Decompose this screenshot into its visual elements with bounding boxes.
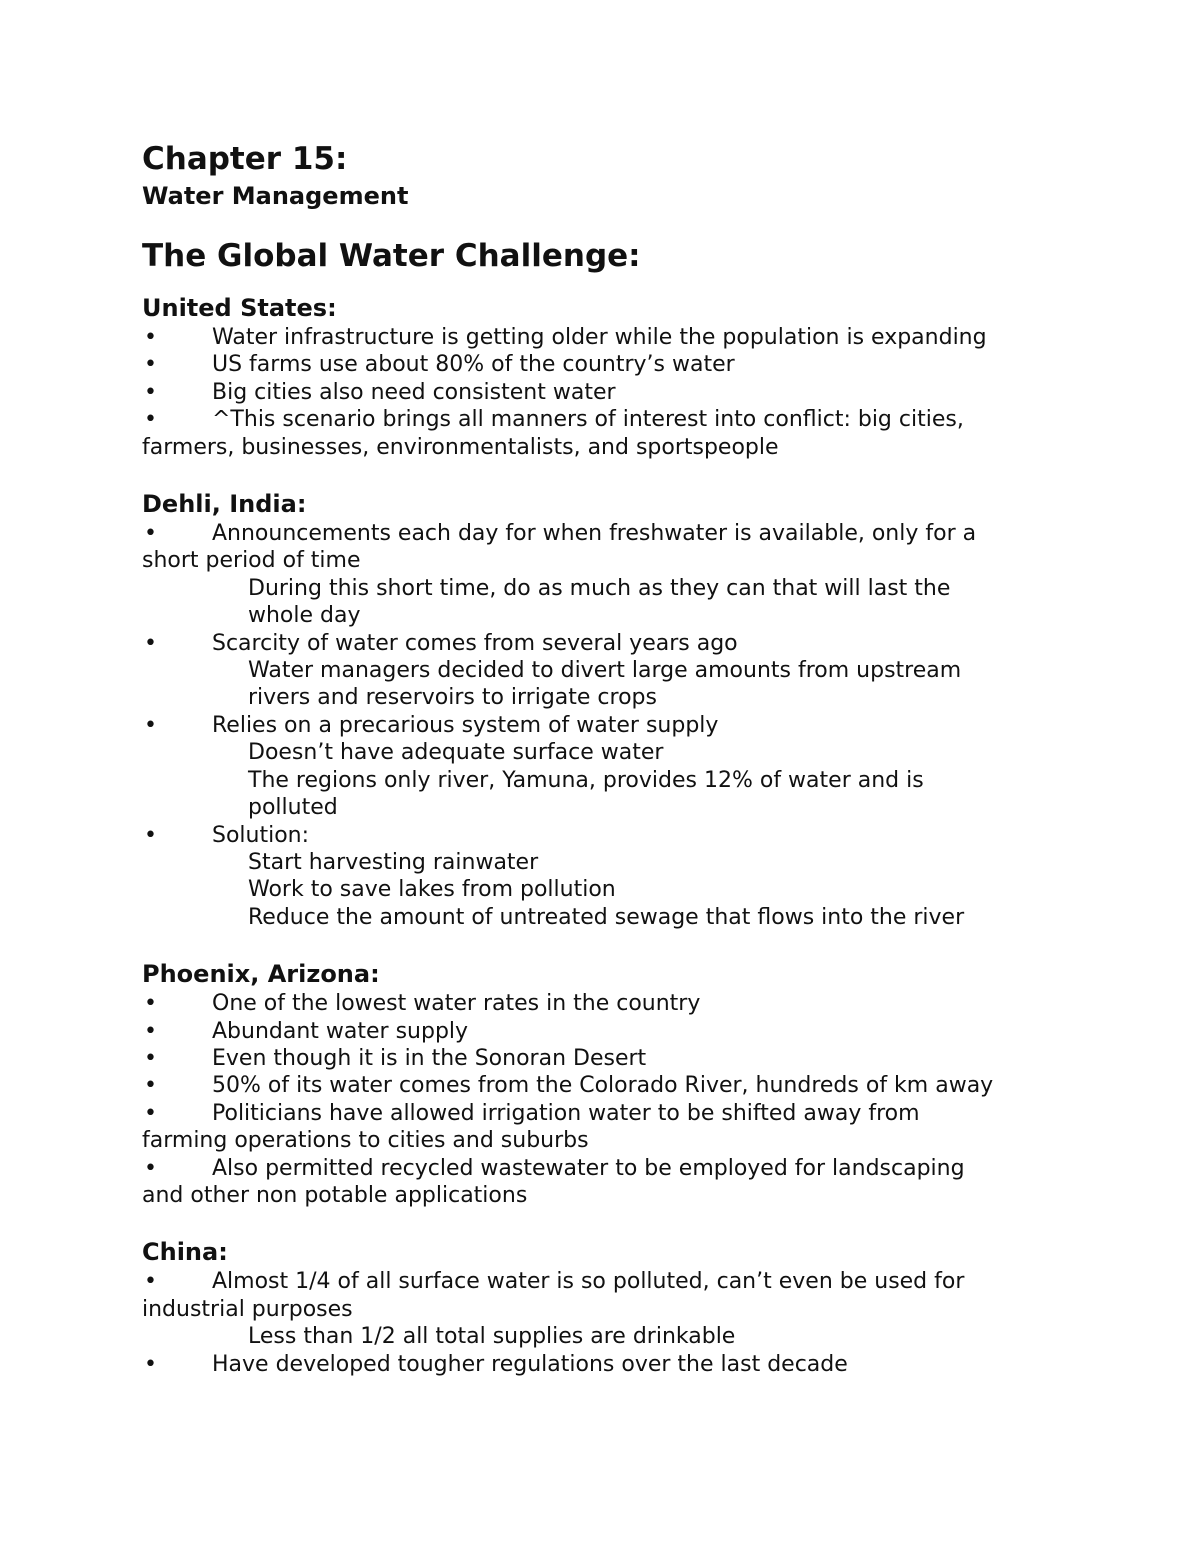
chapter-title: Chapter 15: (142, 141, 348, 177)
main-heading: The Global Water Challenge: (142, 238, 641, 274)
list-item (142, 1045, 1062, 1072)
bullet-icon: • (144, 991, 157, 1017)
list-item-text: Abundant water supply (212, 1018, 469, 1044)
list-item-text: Have developed tougher regulations over the last decade (212, 1351, 848, 1377)
list-item (142, 351, 1062, 378)
list-item-text: Big cities also need consistent water (212, 379, 616, 405)
sub-item: Water managers decided to divert large amounts from upstream (248, 658, 962, 684)
list-item (142, 1100, 1062, 1155)
bullet-icon: • (144, 1351, 157, 1377)
list-item-text: Announcements each day for when freshwater is available, only for a (212, 521, 977, 547)
list-item (142, 406, 1062, 461)
list-item-text: Even though it is in the Sonoran Desert (212, 1045, 647, 1071)
list-item (142, 1018, 1062, 1045)
bullet-icon: • (144, 379, 157, 405)
sub-item: whole day (248, 603, 361, 629)
bullet-icon: • (144, 1018, 157, 1044)
bullet-icon: • (144, 822, 157, 848)
bullet-icon: • (144, 630, 157, 656)
section-phoenix-arizona (142, 958, 1062, 1209)
list-item (142, 1155, 1062, 1210)
section-heading: China: (142, 1238, 228, 1267)
chapter-subtitle: Water Management (142, 182, 409, 210)
list-item-continuation: and other non potable applications (142, 1182, 528, 1208)
bullet-icon: • (144, 1100, 157, 1126)
list-item (142, 379, 1062, 406)
sub-item: rivers and reservoirs to irrigate crops (248, 685, 657, 711)
list-item-text: US farms use about 80% of the country’s water (212, 352, 735, 378)
sub-item: The regions only river, Yamuna, provides 12% of water and is (248, 767, 924, 793)
section-dehli-india (142, 488, 1062, 931)
list-item (142, 712, 1062, 822)
bullet-icon: • (144, 1045, 157, 1071)
list-item-continuation: industrial purposes (142, 1296, 353, 1322)
list-item-continuation: farming operations to cities and suburbs (142, 1128, 589, 1154)
section-china (142, 1236, 1062, 1378)
list-item-continuation: short period of time (142, 548, 361, 574)
list-item-text: Scarcity of water comes from several years ago (212, 630, 738, 656)
list-item-continuation: farmers, businesses, environmentalists, and sportspeople (142, 434, 779, 460)
list-item (142, 630, 1062, 712)
list-item-text: 50% of its water comes from the Colorado River, hundreds of km away (212, 1073, 994, 1099)
list-item (142, 822, 1062, 932)
list-item (142, 990, 1062, 1017)
list-item (142, 1268, 1062, 1350)
section-united-states (142, 292, 1062, 461)
bullet-icon: • (144, 1073, 157, 1099)
list-item-text: Solution: (212, 822, 310, 848)
list-item-text: Also permitted recycled wastewater to be employed for landscaping (212, 1155, 965, 1181)
bullet-icon: • (144, 352, 157, 378)
sub-item: Reduce the amount of untreated sewage that flows into the river (248, 904, 965, 930)
sub-item: polluted (248, 795, 338, 821)
section-heading: Phoenix, Arizona: (142, 960, 380, 989)
list-item (142, 324, 1062, 351)
list-item-text: Almost 1/4 of all surface water is so polluted, can’t even be used for (212, 1269, 965, 1295)
list-item-text: ^This scenario brings all manners of interest into conflict: big cities, (212, 407, 964, 433)
bullet-icon: • (144, 521, 157, 547)
section-heading: Dehli, India: (142, 490, 307, 519)
bullet-icon: • (144, 407, 157, 433)
list-item-text: Water infrastructure is getting older while the population is expanding (212, 325, 987, 350)
bullet-icon: • (144, 1155, 157, 1181)
sub-item: During this short time, do as much as they can that will last the (248, 575, 951, 601)
list-item (142, 1351, 1062, 1378)
list-item (142, 520, 1062, 630)
list-item (142, 1072, 1062, 1099)
bullet-icon: • (144, 712, 157, 738)
bullet-icon: • (144, 325, 157, 350)
section-heading: United States: (142, 294, 337, 322)
sub-item: Start harvesting rainwater (248, 849, 539, 875)
list-item-text: One of the lowest water rates in the country (212, 991, 701, 1017)
document-page (142, 138, 1062, 1405)
list-item-text: Relies on a precarious system of water supply (212, 712, 719, 738)
sub-item: Doesn’t have adequate surface water (248, 740, 664, 766)
sub-item: Work to save lakes from pollution (248, 877, 616, 903)
sub-item: Less than 1/2 all total supplies are drinkable (248, 1324, 736, 1350)
bullet-icon: • (144, 1269, 157, 1295)
list-item-text: Politicians have allowed irrigation water to be shifted away from (212, 1100, 920, 1126)
